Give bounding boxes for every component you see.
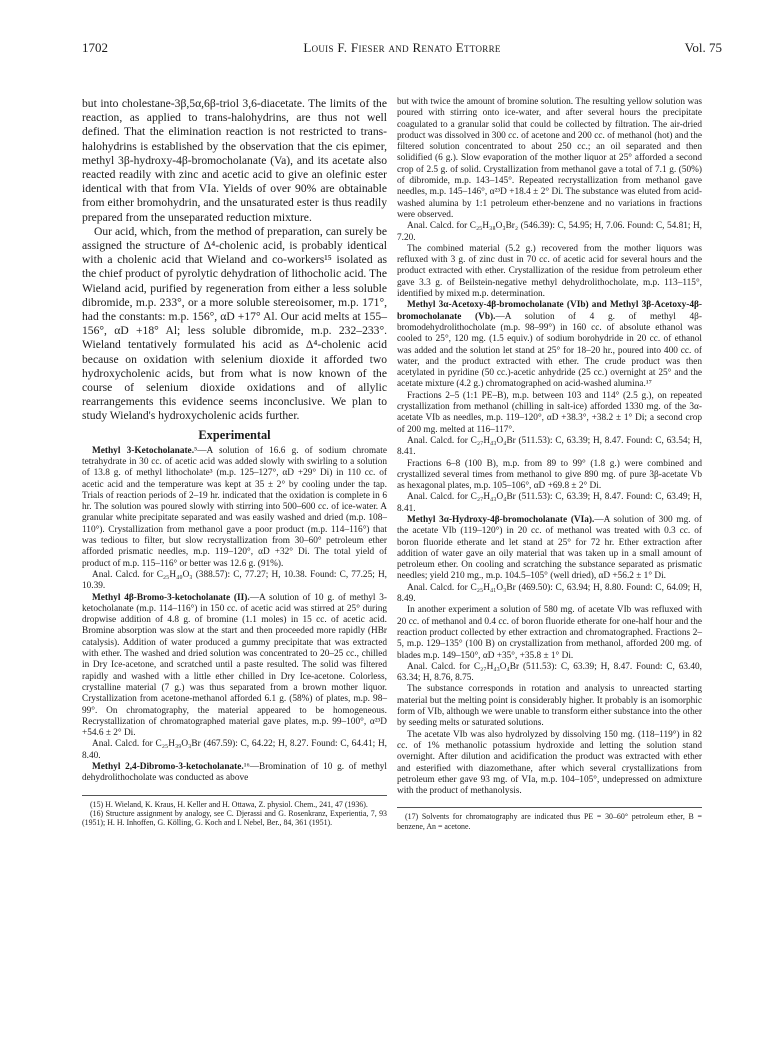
experiment-paragraph: The combined material (5.2 g.) recovered from the mother liquors was refluxed with 3 g. of zinc dust in 70 cc. of acetic acid for several hours and the product extracted with ether. Crystallization of the residue from petroleum ether gave 3.3 g. of Beilstein-negative methyl dehydrolithocholate, m.p. 113–115°, identified by mixed m.p. determination. [397,243,702,300]
experiment-text: —A solution of 4 g. of methyl 4β-bromodehydrolithocholate (m.p. 98–99°) in 160 cc. of absolute ethanol was cooled to 25°, 120 mg. (1.5 equiv.) of sodium borohydride in 20 cc. of ethanol was added and the solution let stand at 25° for 18–20 hr., poured into 400 cc. of water, and the product extracted with ether. The crude product was then acetylated in pyridine (50 cc.)-acetic anhydride (25 cc.) overnight at 25° and the acetate mixture (4.2 g.) chromatographed on acid-washed alumina.¹⁷ [397,311,702,390]
experimental-heading: Experimental [198,427,271,442]
experiment-paragraph [397,300,702,390]
analysis-line: Anal. Calcd. for C₂₅H₄₁O₃Br (469.50): C, 63.94; H, 8.80. Found: C, 64.09; H, 8.49. [397,582,702,605]
footnote: (17) Solvents for chromatography are indicated thus PE = 30–60° petroleum ether, B = benzene, An = acetone. [397,812,702,831]
compound-title: Methyl 3α-Acetoxy-4β-bromocholanate (VIb) and Methyl 3β-Acetoxy-4β-bromocholanate (Vb). [397,300,702,322]
experiment-paragraph: but with twice the amount of bromine solution. The resulting yellow solution was poured with stirring onto ice-water, and after several hours the precipitate coagulated to a granular solid that could be collected by filtration. The air-dried product was dissolved in 300 cc. of acetone and 200 cc. of methanol (hot) and the filtered solution concentrated to about 250 cc.; an oil separated and then solidified (6 g.). Slow evaporation of the mother liquor at 25° afforded a second crop of 2.5 g. of solid. Crystallization from methanol gave a total of 7.1 g. (50%) of dibromide, m.p. 143–145°. Repeated recrystallization from methanol gave needles, m.p. 145–146°, α²³D +18.4 ± 2° Di. The substance was eluted from acid-washed alumina by 1:1 petroleum ether-benzene and no variations in fractions were observed. [397,97,702,220]
experiment-paragraph [397,515,702,583]
experiment-paragraph [82,593,387,740]
experiment-paragraph [82,446,387,570]
experiment-text: ¹⁶—Bromination of 10 g. of methyl dehydrolithocholate was conducted as above [82,761,387,784]
experiment-paragraph: Fractions 6–8 (100 B), m.p. from 89 to 99° (1.8 g.) were combined and crystallized several times from methanol to give 890 mg. of pure 3β-acetate Vb as hexagonal plates, m.p. 105–106°, αD +69.8 ± 2° Di. [397,458,702,492]
experiment-text: ⁵—A solution of 16.6 g. of sodium chromate tetrahydrate in 30 cc. of acetic acid was added slowly with swirling to a solution of 13.8 g. of methyl lithocholate³ (m.p. 125–127°, αD +29° Di) in 110 cc. of acetic acid and the temperature was kept at 35 ± 2° by cooling under the tap. Trials of reaction periods of 2–19 hr. indicated that the oxidation is complete in 6 hr. The solution was poured slowly with stirring into 500–600 cc. of ice-water. A granular white precipitate separated and was easily washed and dried (m.p. 108–110°). Crystallization from methanol gave a poor product (m.p. 114–116°) that was tedious to filter, but slow recrystallization from 30–60° petroleum ether afforded prismatic needles, m.p. 119–120°, αD +32° Di. The total yield of product of m.p. 115–116° or better was 12.6 g. (91%). [82,445,387,569]
footnote: (16) Structure assignment by analogy, see C. Djerassi and G. Rosenkranz, Experientia, 7, 93 (1951); H. H. Inhoffen, G. Kölling, G. Koch and I. Nebel, Ber., 84, 361 (1951). [82,808,387,828]
experiment-text: —A solution of 300 mg. of the acetate VIb (119–120°) in 20 cc. of methanol was treated with 0.3 cc. of boron fluoride etherate and let stand at 25° for 72 hr. Ether extraction after addition of water gave an oily material that was taken up in a small amount of petroleum ether. On cooling and scratching the substance separated as prismatic needles; yield 210 mg., m.p. 104.5–105° (well dried), αD +56.2 ± 1° Di. [397,514,703,582]
paragraph: Our acid, which, from the method of preparation, can surely be assigned the structure of Δ⁴-cholenic acid, is probably identical with a cholenic acid that Wieland and co-workers¹⁵ isolated as the chief product of pyrolytic dehydration of lithocholic acid. The Wieland acid, purified by regeneration from either a less soluble dibromide, m.p. 233°, or a more soluble stereoisomer, m.p. 171°, had the constants: m.p. 156°, αD +17° Al. Our acid melts at 155–156°, αD +18° Al; less soluble dibromide, m.p. 232–233°. Wieland tentatively formulated his acid as Δ⁴-cholenic acid because on oxidation with selenium dioxide it afforded two hydroxycholenic acids, but from what is now known of the course of selenium dioxide oxidations and of allylic rearrangements this evidence seems inconclusive. We plan to study Wieland's hydroxycholenic acids further. [82,224,387,423]
analysis-line: Anal. Calcd. for C₂₇H₄₃O₄Br (511.53): C, 63.39; H, 8.47. Found: C, 63.54; H, 8.41. [397,435,702,458]
compound-title: Methyl 3-Ketocholanate. [92,445,195,456]
page-header [82,40,722,62]
experiment-paragraph [82,762,387,785]
footnote-divider [82,795,387,796]
right-column [397,97,702,831]
compound-title: Methyl 2,4-Dibromo-3-ketocholanate. [92,761,244,772]
experiment-paragraph: Fractions 2–5 (1:1 PE–B), m.p. between 103 and 114° (2.5 g.), on repeated crystallization from methanol (chilling in salt-ice) afforded 1330 mg. of the 3α-acetate VIb as needles, m.p. 119–120°, αD +38.3°, +38.2 ± 1° Di; a second crop of 200 mg. melted at 116–117°. [397,390,702,435]
analysis-line: Anal. Calcd. for C₂₅H₃₈O₃Br₂ (546.39): C, 54.95; H, 7.06. Found: C, 54.81; H, 7.20. [397,221,702,243]
footnote: (15) H. Wieland, K. Kraus, H. Keller and H. Ottawa, Z. physiol. Chem., 241, 47 (1936). [90,799,368,809]
left-column [82,97,387,828]
compound-title: Methyl 4β-Bromo-3-ketocholanate (II). [92,592,250,603]
compound-title: Methyl 3α-Hydroxy-4β-bromocholanate (VIa). [407,514,595,525]
analysis-line: Anal. Calcd. for C₂₅H₄₀O₃ (388.57): C, 77.27; H, 10.38. Found: C, 77.25; H, 10.39. [82,569,387,592]
paragraph: but into cholestane-3β,5α,6β-triol 3,6-diacetate. The limits of the reaction, as applied to trans-halohydrins, are thus not well defined. That the elimination reaction is not restricted to trans-halohydrins is established by the observation that the cis epimer, methyl 3β-hydroxy-4β-bromocholanate (Va), and its acetate also reacted readily with zinc and acetic acid to give an olefinic ester identical with that from VIa. Yields of over 90% are obtainable from either bromohydrin, and the unsaturated ester is thus readily prepared from the unseparated reduction mixture. [82,97,387,224]
experiment-paragraph: The acetate VIb was also hydrolyzed by dissolving 150 mg. (118–119°) in 82 cc. of 1% methanolic potassium hydroxide and letting the solution stand overnight. After dilution and acidification the product was extracted with ether and esterified with diazomethane, after which several crystallizations from petroleum ether gave 93 mg. of VIa, m.p. 104–105°, undepressed on admixture with the product of methanolysis. [397,729,702,797]
analysis-line: Anal. Calcd. for C₂₇H₄₃O₄Br (511.53): C, 63.39; H, 8.47. Found: C, 63.49; H, 8.41. [397,492,702,514]
page-number: 1702 [82,40,108,55]
analysis-line: Anal. Calcd. for C₂₅H₃₉O₃Br (467.59): C, 64.22; H, 8.27. Found: C, 64.41; H, 8.40. [82,739,387,761]
running-title: Louis F. Fieser and Renato Ettorre [303,40,501,55]
analysis-line: Anal. Calcd. for C₂₇H₄₃O₄Br (511.53): C, 63.39; H, 8.47. Found: C, 63.40, 63.34; H, 8.76, 8.75. [397,661,702,684]
volume-label: Vol. 75 [684,40,722,55]
footnote-divider [397,807,702,808]
experiment-paragraph: In another experiment a solution of 580 mg. of acetate VIb was refluxed with 20 cc. of methanol and 0.4 cc. of boron fluoride etherate for one-half hour and the reaction product collected by ether extraction and chromatographed. Fractions 2–5, m.p. 129–135° (100 B) on crystallization from methanol, afforded 200 mg. of blades m.p. 149–150°, αD +35°, +35.8 ± 1° Di. [397,605,702,661]
experiment-text: —A solution of 10 g. of methyl 3-ketocholanate (m.p. 114–116°) in 150 cc. of acetic acid was stirred at 25° during dropwise addition of 4.8 g. of bromine (1.1 moles) in 15 cc. of acetic acid. Bromine absorption was slow at the start and then proceeded more rapidly (HBr catalysis). Addition of water produced a gummy precipitate that was extracted with ether. The washed and dried solution was concentrated to 20–25 cc., chilled in Dry Ice-acetone, and scratched until a paste resulted. The solid was filtered rapidly and washed with a little ether chilled in Dry Ice-acetone. Colorless, crystalline material (7 g.) was thus separated from a brown mother liquor. Crystallization from acetone-methanol afforded 6.1 g. (58%) of plates, m.p. 98–99°. On chromatography, the material appeared to be homogeneous. Recrystallization of chromatographed material gave plates, m.p. 99–100°, α²³D +54.6 ± 2° Di. [82,592,387,739]
experiment-paragraph: The substance corresponds in rotation and analysis to unreacted starting material but the melting point is considerably higher. It probably is an isomorphic form of VIb, although we were unable to transform either substance into the other by seeding melts or saturated solutions. [397,684,702,729]
